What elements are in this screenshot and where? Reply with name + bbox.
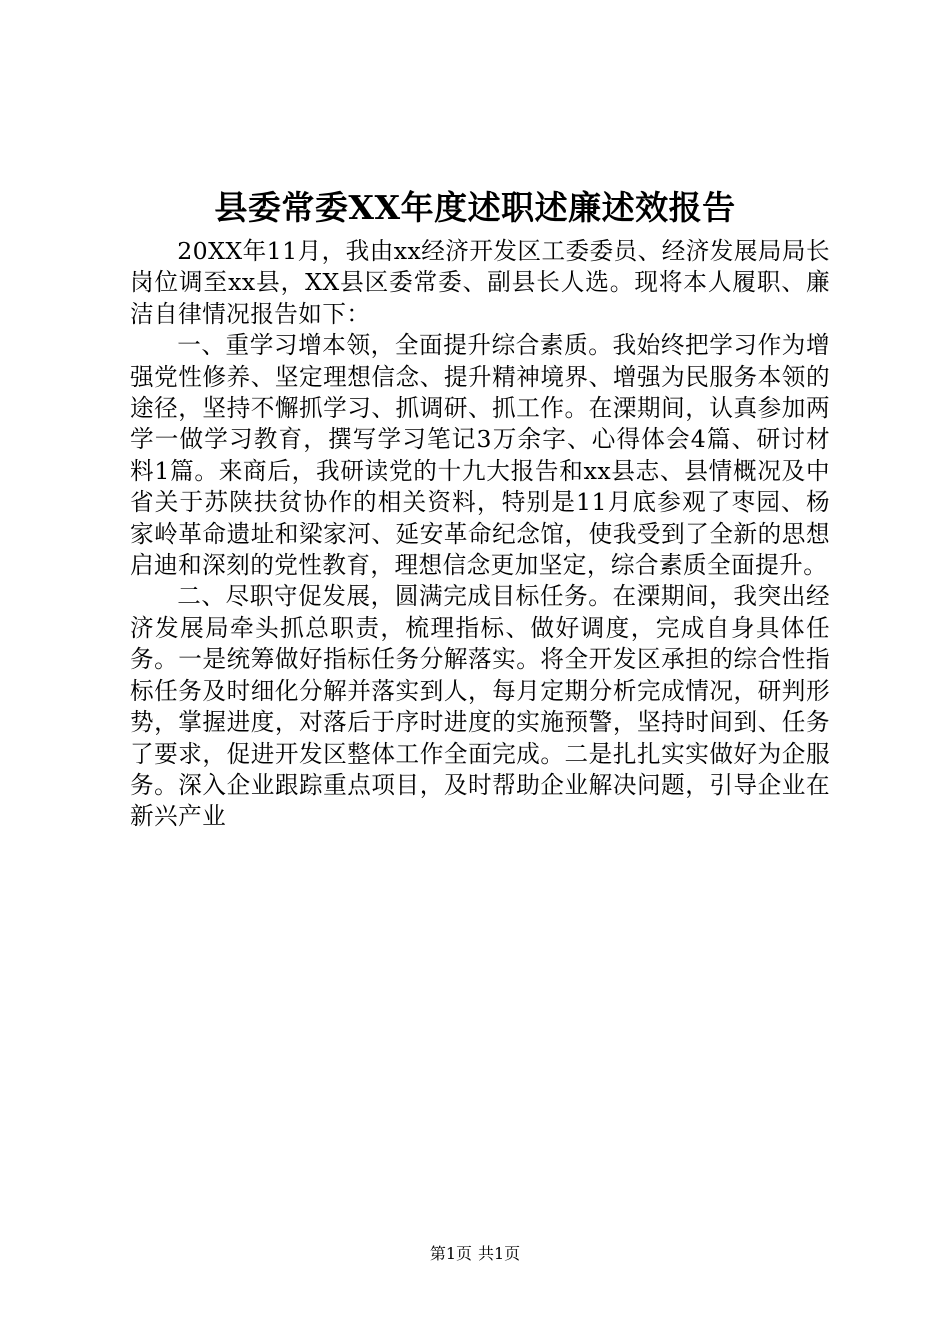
page-number: 第1页 (429, 1244, 472, 1263)
page-footer (0, 1243, 950, 1265)
document-body (130, 236, 830, 833)
paragraph-section-2: 二、尽职守促发展，圆满完成目标任务。在溧期间，我突出经济发展局牵头抓总职责，梳理指标、做好调度，完成自身具体任务。一是统筹做好指标任务分解落实。将全开发区承担的综合性指标任务及时细化分解并落实到人，每月定期分析完成情况，研判形势，掌握进度，对落后于序时进度的实施预警，坚持时间到、任务了要求，促进开发区整体工作全面完成。二是扎扎实实做好为企服务。深入企业跟踪重点项目，及时帮助企业解决问题，引导企业在新兴产业 (130, 582, 830, 831)
total-pages: 共1页 (478, 1244, 521, 1263)
paragraph-section-1: 一、重学习增本领，全面提升综合素质。我始终把学习作为增强党性修养、坚定理想信念、提升精神境界、增强为民服务本领的途径，坚持不懈抓学习、抓调研、抓工作。在溧期间，认真参加两学一做学习教育，撰写学习笔记3万余字、心得体会4篇、研讨材料1篇。来商后，我研读党的十九大报告和xx县志、县情概况及中省关于苏陕扶贫协作的相关资料，特别是11月底参观了枣园、杨家岭革命遗址和梁家河、延安革命纪念馆，使我受到了全新的思想启迪和深刻的党性教育，理想信念更加坚定，综合素质全面提升。 (130, 331, 830, 580)
document-title: 县委常委XX年度述职述廉述效报告 (214, 188, 736, 227)
paragraph-intro: 20XX年11月，我由xx经济开发区工委委员、经济发展局局长岗位调至xx县，XX县区委常委、副县长人选。现将本人履职、廉洁自律情况报告如下： (130, 237, 830, 328)
